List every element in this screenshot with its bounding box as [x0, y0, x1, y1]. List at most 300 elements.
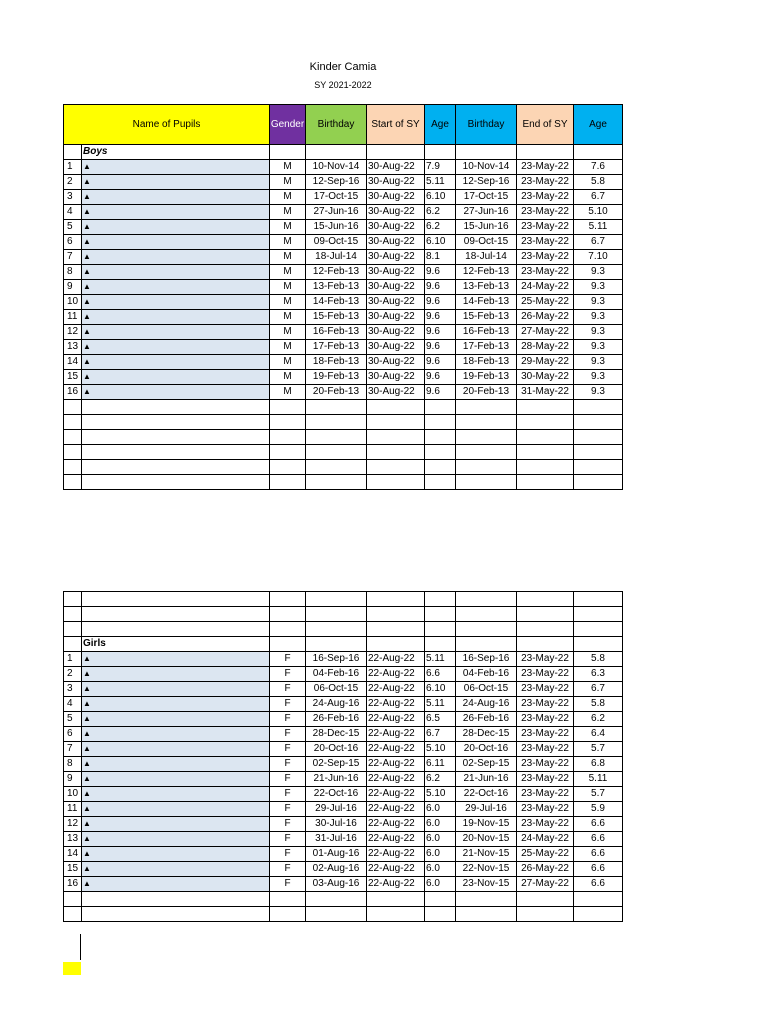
birthday-cell[interactable]: 29-Jul-16 [306, 802, 367, 817]
end-sy-header[interactable]: End of SY [517, 105, 574, 145]
gender-cell[interactable]: F [270, 862, 306, 877]
row-number[interactable]: 13 [64, 340, 82, 355]
gender-cell[interactable]: M [270, 295, 306, 310]
age-cell-2[interactable]: 6.8 [574, 757, 623, 772]
birthday-cell[interactable]: 15-Feb-13 [306, 310, 367, 325]
row-number[interactable]: 1 [64, 652, 82, 667]
empty-cell[interactable] [367, 445, 425, 460]
start-sy-cell[interactable]: 30-Aug-22 [367, 220, 425, 235]
age-cell[interactable]: 5.11 [425, 175, 456, 190]
pupil-name-cell[interactable] [82, 355, 270, 370]
birthday-cell[interactable]: 03-Aug-16 [306, 877, 367, 892]
birthday-cell[interactable]: 02-Sep-15 [306, 757, 367, 772]
end-sy-cell[interactable]: 23-May-22 [517, 772, 574, 787]
age-cell-2[interactable]: 5.8 [574, 652, 623, 667]
empty-cell[interactable] [306, 475, 367, 490]
age-cell[interactable]: 7.9 [425, 160, 456, 175]
birthday-cell[interactable]: 13-Feb-13 [306, 280, 367, 295]
empty-cell[interactable] [517, 460, 574, 475]
cell[interactable] [425, 145, 456, 160]
age-cell[interactable]: 6.5 [425, 712, 456, 727]
end-sy-cell[interactable]: 23-May-22 [517, 712, 574, 727]
age-cell[interactable]: 6.6 [425, 667, 456, 682]
empty-cell[interactable] [425, 400, 456, 415]
birthday-cell[interactable]: 20-Oct-16 [306, 742, 367, 757]
row-number[interactable]: 13 [64, 832, 82, 847]
empty-cell[interactable] [425, 592, 456, 607]
age-cell-2[interactable]: 5.9 [574, 802, 623, 817]
end-sy-cell[interactable]: 23-May-22 [517, 742, 574, 757]
end-sy-cell[interactable]: 23-May-22 [517, 160, 574, 175]
birthday-cell-2[interactable]: 22-Oct-16 [456, 787, 517, 802]
birthday-cell[interactable]: 12-Feb-13 [306, 265, 367, 280]
age-cell[interactable]: 9.6 [425, 340, 456, 355]
row-number[interactable]: 8 [64, 757, 82, 772]
age-cell-2[interactable]: 6.2 [574, 712, 623, 727]
empty-cell[interactable] [517, 592, 574, 607]
empty-cell[interactable] [270, 475, 306, 490]
end-sy-cell[interactable]: 23-May-22 [517, 250, 574, 265]
empty-cell[interactable] [367, 907, 425, 922]
birthday-cell-2[interactable]: 10-Nov-14 [456, 160, 517, 175]
empty-cell[interactable] [64, 430, 82, 445]
pupil-name-cell[interactable] [82, 265, 270, 280]
empty-cell[interactable] [64, 892, 82, 907]
end-sy-cell[interactable]: 23-May-22 [517, 787, 574, 802]
age-cell-2[interactable]: 6.6 [574, 877, 623, 892]
age-cell-2[interactable]: 6.6 [574, 832, 623, 847]
birthday-cell-2[interactable]: 29-Jul-16 [456, 802, 517, 817]
gender-cell[interactable]: M [270, 220, 306, 235]
cell[interactable] [64, 637, 82, 652]
row-number[interactable]: 7 [64, 742, 82, 757]
age-cell[interactable]: 9.6 [425, 295, 456, 310]
birthday-cell-2[interactable]: 27-Jun-16 [456, 205, 517, 220]
start-sy-header[interactable]: Start of SY [367, 105, 425, 145]
gender-cell[interactable]: F [270, 817, 306, 832]
birthday-cell-2[interactable]: 18-Jul-14 [456, 250, 517, 265]
row-number[interactable]: 9 [64, 280, 82, 295]
start-sy-cell[interactable]: 30-Aug-22 [367, 265, 425, 280]
age-cell-2[interactable]: 9.3 [574, 295, 623, 310]
pupil-name-cell[interactable] [82, 667, 270, 682]
row-number[interactable]: 16 [64, 385, 82, 400]
empty-cell[interactable] [574, 430, 623, 445]
name-header[interactable]: Name of Pupils [64, 105, 270, 145]
start-sy-cell[interactable]: 22-Aug-22 [367, 757, 425, 772]
gender-cell[interactable]: F [270, 742, 306, 757]
age-cell-2[interactable]: 5.8 [574, 175, 623, 190]
empty-cell[interactable] [574, 415, 623, 430]
birthday-cell-2[interactable]: 20-Feb-13 [456, 385, 517, 400]
empty-cell[interactable] [425, 415, 456, 430]
age-cell-2[interactable]: 6.7 [574, 682, 623, 697]
row-number[interactable]: 5 [64, 220, 82, 235]
birthday-cell[interactable]: 18-Jul-14 [306, 250, 367, 265]
birthday-cell-2[interactable]: 12-Sep-16 [456, 175, 517, 190]
cell[interactable] [270, 637, 306, 652]
age-cell[interactable]: 9.6 [425, 355, 456, 370]
pupil-name-cell[interactable] [82, 742, 270, 757]
empty-cell[interactable] [456, 907, 517, 922]
age-cell[interactable]: 6.0 [425, 817, 456, 832]
end-sy-cell[interactable]: 29-May-22 [517, 355, 574, 370]
start-sy-cell[interactable]: 22-Aug-22 [367, 682, 425, 697]
row-number[interactable]: 4 [64, 697, 82, 712]
age-cell-2[interactable]: 6.6 [574, 817, 623, 832]
birthday-cell-2[interactable]: 20-Oct-16 [456, 742, 517, 757]
empty-cell[interactable] [425, 430, 456, 445]
empty-cell[interactable] [64, 607, 82, 622]
row-number[interactable]: 1 [64, 160, 82, 175]
age-cell[interactable]: 6.0 [425, 877, 456, 892]
end-sy-cell[interactable]: 30-May-22 [517, 370, 574, 385]
birthday-cell[interactable]: 04-Feb-16 [306, 667, 367, 682]
start-sy-cell[interactable]: 22-Aug-22 [367, 817, 425, 832]
empty-cell[interactable] [456, 475, 517, 490]
end-sy-cell[interactable]: 23-May-22 [517, 757, 574, 772]
start-sy-cell[interactable]: 30-Aug-22 [367, 340, 425, 355]
end-sy-cell[interactable]: 23-May-22 [517, 175, 574, 190]
end-sy-cell[interactable]: 23-May-22 [517, 802, 574, 817]
birthday-cell[interactable]: 18-Feb-13 [306, 355, 367, 370]
age-cell-2[interactable]: 9.3 [574, 280, 623, 295]
empty-cell[interactable] [574, 460, 623, 475]
empty-cell[interactable] [425, 907, 456, 922]
cell[interactable] [425, 637, 456, 652]
age-cell-2[interactable]: 5.8 [574, 697, 623, 712]
birthday-cell[interactable]: 30-Jul-16 [306, 817, 367, 832]
empty-cell[interactable] [64, 592, 82, 607]
age-cell-2[interactable]: 9.3 [574, 370, 623, 385]
empty-cell[interactable] [425, 607, 456, 622]
row-number[interactable]: 14 [64, 355, 82, 370]
start-sy-cell[interactable]: 22-Aug-22 [367, 667, 425, 682]
pupil-name-cell[interactable] [82, 757, 270, 772]
end-sy-cell[interactable]: 25-May-22 [517, 295, 574, 310]
age-cell[interactable]: 6.11 [425, 757, 456, 772]
empty-cell[interactable] [82, 400, 270, 415]
empty-cell[interactable] [64, 622, 82, 637]
empty-cell[interactable] [517, 475, 574, 490]
empty-cell[interactable] [574, 892, 623, 907]
empty-cell[interactable] [574, 475, 623, 490]
gender-cell[interactable]: F [270, 727, 306, 742]
gender-cell[interactable]: F [270, 787, 306, 802]
gender-cell[interactable]: M [270, 250, 306, 265]
empty-cell[interactable] [82, 415, 270, 430]
birthday-cell-2[interactable]: 21-Nov-15 [456, 847, 517, 862]
gender-cell[interactable]: F [270, 757, 306, 772]
end-sy-cell[interactable]: 23-May-22 [517, 235, 574, 250]
age-header[interactable]: Age [425, 105, 456, 145]
age-cell-2[interactable]: 6.3 [574, 667, 623, 682]
age-cell-2[interactable]: 5.7 [574, 787, 623, 802]
birthday-cell-2[interactable]: 04-Feb-16 [456, 667, 517, 682]
end-sy-cell[interactable]: 23-May-22 [517, 667, 574, 682]
start-sy-cell[interactable]: 30-Aug-22 [367, 250, 425, 265]
end-sy-cell[interactable]: 23-May-22 [517, 682, 574, 697]
age-cell-2[interactable]: 6.6 [574, 862, 623, 877]
age-cell-2[interactable]: 6.4 [574, 727, 623, 742]
empty-cell[interactable] [456, 622, 517, 637]
birthday-cell[interactable]: 19-Feb-13 [306, 370, 367, 385]
start-sy-cell[interactable]: 30-Aug-22 [367, 310, 425, 325]
start-sy-cell[interactable]: 22-Aug-22 [367, 727, 425, 742]
empty-cell[interactable] [425, 622, 456, 637]
birthday-cell[interactable]: 27-Jun-16 [306, 205, 367, 220]
gender-cell[interactable]: F [270, 697, 306, 712]
cell[interactable] [64, 145, 82, 160]
end-sy-cell[interactable]: 28-May-22 [517, 340, 574, 355]
birthday-cell[interactable]: 24-Aug-16 [306, 697, 367, 712]
empty-cell[interactable] [456, 592, 517, 607]
empty-cell[interactable] [456, 607, 517, 622]
empty-cell[interactable] [64, 415, 82, 430]
row-number[interactable]: 15 [64, 370, 82, 385]
boys-label[interactable]: Boys [82, 145, 270, 160]
age-cell[interactable]: 6.10 [425, 235, 456, 250]
age-cell[interactable]: 6.0 [425, 847, 456, 862]
birthday-cell[interactable]: 17-Feb-13 [306, 340, 367, 355]
age-cell[interactable]: 9.6 [425, 370, 456, 385]
gender-cell[interactable]: F [270, 652, 306, 667]
empty-cell[interactable] [270, 415, 306, 430]
age-cell-2[interactable]: 9.3 [574, 265, 623, 280]
empty-cell[interactable] [456, 415, 517, 430]
empty-cell[interactable] [82, 907, 270, 922]
empty-cell[interactable] [517, 430, 574, 445]
birthday-cell[interactable]: 06-Oct-15 [306, 682, 367, 697]
birthday-cell-2[interactable]: 18-Feb-13 [456, 355, 517, 370]
birthday-cell[interactable]: 15-Jun-16 [306, 220, 367, 235]
empty-cell[interactable] [306, 592, 367, 607]
cell[interactable] [456, 637, 517, 652]
pupil-name-cell[interactable] [82, 682, 270, 697]
row-number[interactable]: 15 [64, 862, 82, 877]
highlighted-cell[interactable] [63, 962, 81, 975]
birthday-cell[interactable]: 09-Oct-15 [306, 235, 367, 250]
pupil-name-cell[interactable] [82, 295, 270, 310]
row-number[interactable]: 8 [64, 265, 82, 280]
empty-cell[interactable] [306, 622, 367, 637]
cell[interactable] [306, 637, 367, 652]
empty-cell[interactable] [574, 592, 623, 607]
row-number[interactable]: 9 [64, 772, 82, 787]
empty-cell[interactable] [367, 892, 425, 907]
end-sy-cell[interactable]: 23-May-22 [517, 265, 574, 280]
birthday-cell[interactable]: 01-Aug-16 [306, 847, 367, 862]
empty-cell[interactable] [270, 430, 306, 445]
birthday-cell-2[interactable]: 02-Sep-15 [456, 757, 517, 772]
pupil-name-cell[interactable] [82, 385, 270, 400]
empty-cell[interactable] [306, 415, 367, 430]
pupil-name-cell[interactable] [82, 160, 270, 175]
gender-cell[interactable]: M [270, 235, 306, 250]
girls-label[interactable]: Girls [82, 637, 270, 652]
empty-cell[interactable] [306, 607, 367, 622]
gender-cell[interactable]: M [270, 205, 306, 220]
gender-cell[interactable]: F [270, 712, 306, 727]
age-cell-2[interactable]: 6.6 [574, 847, 623, 862]
pupil-name-cell[interactable] [82, 832, 270, 847]
gender-cell[interactable]: F [270, 802, 306, 817]
empty-cell[interactable] [517, 445, 574, 460]
birthday-cell-2[interactable]: 20-Nov-15 [456, 832, 517, 847]
empty-cell[interactable] [270, 445, 306, 460]
gender-cell[interactable]: M [270, 280, 306, 295]
birthday-cell[interactable]: 10-Nov-14 [306, 160, 367, 175]
empty-cell[interactable] [517, 400, 574, 415]
gender-cell[interactable]: M [270, 310, 306, 325]
pupil-name-cell[interactable] [82, 175, 270, 190]
empty-cell[interactable] [574, 607, 623, 622]
pupil-name-cell[interactable] [82, 235, 270, 250]
pupil-name-cell[interactable] [82, 190, 270, 205]
empty-cell[interactable] [367, 607, 425, 622]
gender-cell[interactable]: M [270, 340, 306, 355]
start-sy-cell[interactable]: 22-Aug-22 [367, 772, 425, 787]
gender-cell[interactable]: M [270, 175, 306, 190]
cell[interactable] [456, 145, 517, 160]
empty-cell[interactable] [82, 592, 270, 607]
row-number[interactable]: 4 [64, 205, 82, 220]
pupil-name-cell[interactable] [82, 727, 270, 742]
birthday-cell-2[interactable]: 26-Feb-16 [456, 712, 517, 727]
pupil-name-cell[interactable] [82, 697, 270, 712]
start-sy-cell[interactable]: 30-Aug-22 [367, 235, 425, 250]
cell[interactable] [270, 145, 306, 160]
birthday-cell[interactable]: 14-Feb-13 [306, 295, 367, 310]
row-number[interactable]: 12 [64, 817, 82, 832]
age-cell-2[interactable]: 9.3 [574, 310, 623, 325]
pupil-name-cell[interactable] [82, 310, 270, 325]
birthday-cell-2[interactable]: 22-Nov-15 [456, 862, 517, 877]
empty-cell[interactable] [517, 907, 574, 922]
empty-cell[interactable] [64, 400, 82, 415]
age-cell-2[interactable]: 5.11 [574, 772, 623, 787]
pupil-name-cell[interactable] [82, 220, 270, 235]
empty-cell[interactable] [367, 622, 425, 637]
empty-cell[interactable] [82, 892, 270, 907]
cell[interactable] [367, 637, 425, 652]
empty-cell[interactable] [456, 445, 517, 460]
empty-cell[interactable] [425, 475, 456, 490]
empty-cell[interactable] [82, 475, 270, 490]
empty-cell[interactable] [574, 445, 623, 460]
birthday-cell-2[interactable]: 15-Jun-16 [456, 220, 517, 235]
age-cell[interactable]: 9.6 [425, 280, 456, 295]
empty-cell[interactable] [270, 622, 306, 637]
empty-cell[interactable] [306, 907, 367, 922]
pupil-name-cell[interactable] [82, 772, 270, 787]
age-cell[interactable]: 6.0 [425, 832, 456, 847]
age-cell-2[interactable]: 9.3 [574, 385, 623, 400]
empty-cell[interactable] [82, 445, 270, 460]
empty-cell[interactable] [306, 445, 367, 460]
birthday-cell-2[interactable]: 09-Oct-15 [456, 235, 517, 250]
start-sy-cell[interactable]: 22-Aug-22 [367, 862, 425, 877]
age-cell-2[interactable]: 5.7 [574, 742, 623, 757]
cell[interactable] [517, 637, 574, 652]
empty-cell[interactable] [367, 415, 425, 430]
gender-cell[interactable]: F [270, 832, 306, 847]
age-cell[interactable]: 6.10 [425, 190, 456, 205]
row-number[interactable]: 3 [64, 682, 82, 697]
age-cell-2[interactable]: 6.7 [574, 235, 623, 250]
end-sy-cell[interactable]: 24-May-22 [517, 280, 574, 295]
end-sy-cell[interactable]: 27-May-22 [517, 325, 574, 340]
empty-cell[interactable] [574, 400, 623, 415]
empty-cell[interactable] [574, 622, 623, 637]
birthday-cell-2[interactable]: 16-Feb-13 [456, 325, 517, 340]
start-sy-cell[interactable]: 22-Aug-22 [367, 877, 425, 892]
gender-cell[interactable]: M [270, 265, 306, 280]
birthday-cell[interactable]: 21-Jun-16 [306, 772, 367, 787]
age-cell[interactable]: 6.2 [425, 205, 456, 220]
birthday-cell[interactable]: 26-Feb-16 [306, 712, 367, 727]
age-cell-2[interactable]: 6.7 [574, 190, 623, 205]
age-cell[interactable]: 9.6 [425, 265, 456, 280]
empty-cell[interactable] [456, 400, 517, 415]
age-cell-2[interactable]: 7.10 [574, 250, 623, 265]
age-cell-2[interactable]: 7.6 [574, 160, 623, 175]
empty-cell[interactable] [306, 892, 367, 907]
start-sy-cell[interactable]: 30-Aug-22 [367, 160, 425, 175]
empty-cell[interactable] [367, 592, 425, 607]
empty-cell[interactable] [270, 592, 306, 607]
start-sy-cell[interactable]: 30-Aug-22 [367, 280, 425, 295]
age-cell[interactable]: 5.11 [425, 697, 456, 712]
empty-cell[interactable] [367, 400, 425, 415]
start-sy-cell[interactable]: 22-Aug-22 [367, 697, 425, 712]
birthday-cell-2[interactable]: 06-Oct-15 [456, 682, 517, 697]
end-sy-cell[interactable]: 23-May-22 [517, 727, 574, 742]
empty-cell[interactable] [367, 430, 425, 445]
birthday-cell-2[interactable]: 24-Aug-16 [456, 697, 517, 712]
age-cell-2[interactable]: 9.3 [574, 340, 623, 355]
gender-header[interactable]: Gender [270, 105, 306, 145]
age-cell[interactable]: 8.1 [425, 250, 456, 265]
gender-cell[interactable]: M [270, 385, 306, 400]
end-sy-cell[interactable]: 24-May-22 [517, 832, 574, 847]
pupil-name-cell[interactable] [82, 712, 270, 727]
birthday-cell[interactable]: 16-Sep-16 [306, 652, 367, 667]
empty-cell[interactable] [270, 400, 306, 415]
start-sy-cell[interactable]: 30-Aug-22 [367, 175, 425, 190]
age-cell[interactable]: 5.11 [425, 652, 456, 667]
empty-cell[interactable] [270, 892, 306, 907]
start-sy-cell[interactable]: 22-Aug-22 [367, 712, 425, 727]
birthday-cell-2[interactable]: 14-Feb-13 [456, 295, 517, 310]
pupil-name-cell[interactable] [82, 817, 270, 832]
cell[interactable] [306, 145, 367, 160]
cell[interactable] [517, 145, 574, 160]
pupil-name-cell[interactable] [82, 280, 270, 295]
birthday-cell[interactable]: 20-Feb-13 [306, 385, 367, 400]
pupil-name-cell[interactable] [82, 340, 270, 355]
start-sy-cell[interactable]: 30-Aug-22 [367, 295, 425, 310]
gender-cell[interactable]: M [270, 355, 306, 370]
pupil-name-cell[interactable] [82, 787, 270, 802]
age-cell[interactable]: 6.0 [425, 862, 456, 877]
start-sy-cell[interactable]: 22-Aug-22 [367, 847, 425, 862]
empty-cell[interactable] [270, 460, 306, 475]
end-sy-cell[interactable]: 27-May-22 [517, 877, 574, 892]
age-cell[interactable]: 9.6 [425, 325, 456, 340]
start-sy-cell[interactable]: 30-Aug-22 [367, 205, 425, 220]
gender-cell[interactable]: M [270, 160, 306, 175]
